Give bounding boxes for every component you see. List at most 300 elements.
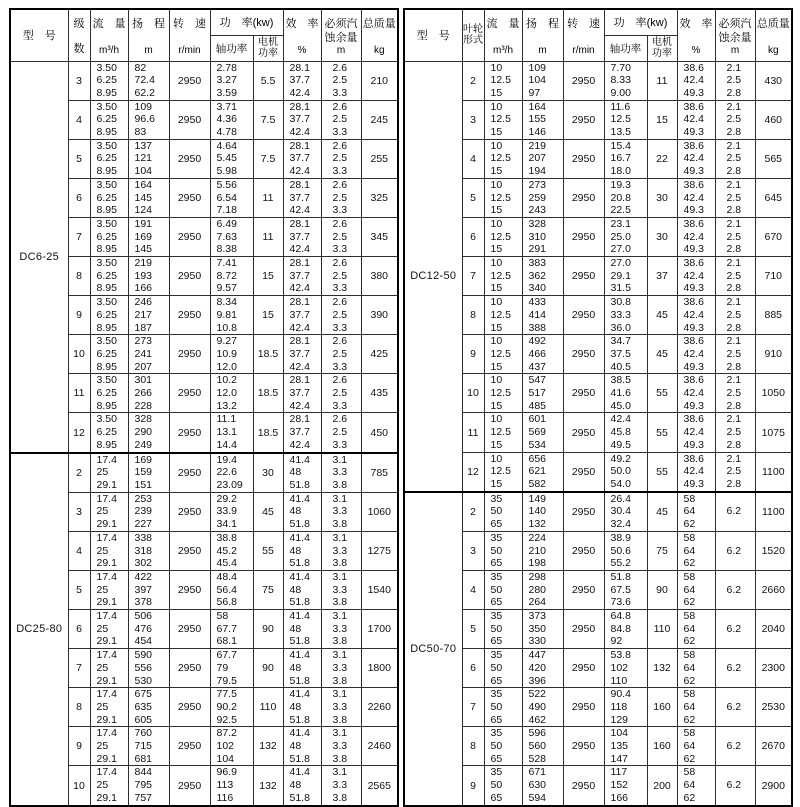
efficiency-cell: 41.4 48 51.8 [283,688,321,727]
shaft-power-cell: 34.7 37.5 40.5 [604,335,647,374]
npsh-cell: 3.1 3.3 3.8 [321,531,361,570]
motor-power-cell: 75 [647,531,677,570]
shaft-power-cell: 51.8 67.5 73.6 [604,570,647,609]
group-count-cell: 6 [68,178,90,217]
npsh-cell: 2.6 2.5 3.3 [321,374,361,413]
flow-cell: 10 12.5 15 [484,61,522,100]
efficiency-cell: 38.6 42.4 49.3 [677,139,715,178]
speed-cell: 2950 [563,413,604,452]
shaft-power-cell: 27.0 29.1 31.5 [604,257,647,296]
npsh-cell: 3.1 3.3 3.8 [321,649,361,688]
shaft-power-cell: 87.2 102 104 [210,727,253,766]
mass-cell: 2040 [755,610,792,649]
mass-cell: 2565 [361,766,398,806]
header-speed-label: 转 速 [173,17,206,30]
shaft-power-cell: 38.8 45.2 45.4 [210,531,253,570]
flow-cell: 3.50 6.25 8.95 [90,139,128,178]
head-cell: 109 104 97 [522,61,563,100]
flow-cell: 3.50 6.25 8.95 [90,374,128,413]
mass-cell: 1060 [361,492,398,531]
head-cell: 246 217 187 [128,296,169,335]
mass-cell: 1100 [755,492,792,532]
shaft-power-cell: 29.2 33.9 34.1 [210,492,253,531]
motor-power-cell: 45 [647,335,677,374]
mass-cell: 885 [755,296,792,335]
head-cell: 671 630 594 [522,766,563,806]
efficiency-cell: 28.1 37.7 42.4 [283,139,321,178]
header-motor-power: 电机 功率 [253,35,283,61]
speed-cell: 2950 [563,257,604,296]
header-head [522,9,563,61]
header-efficiency [677,9,715,61]
mass-cell: 245 [361,100,398,139]
shaft-power-cell: 19.4 22.6 23.09 [210,453,253,493]
mass-cell: 2900 [755,766,792,806]
speed-cell: 2950 [169,178,210,217]
left-table-body [10,61,398,806]
shaft-power-cell: 7.70 8.33 9.00 [604,61,647,100]
npsh-cell: 2.1 2.5 2.8 [715,374,755,413]
head-cell: 601 569 534 [522,413,563,452]
head-cell: 760 715 681 [128,727,169,766]
efficiency-cell: 38.6 42.4 49.3 [677,296,715,335]
flow-cell: 10 12.5 15 [484,335,522,374]
mass-cell: 255 [361,139,398,178]
npsh-cell: 2.1 2.5 2.8 [715,335,755,374]
flow-cell: 35 50 65 [484,688,522,727]
group-count-cell: 9 [462,335,484,374]
flow-cell: 35 50 65 [484,766,522,806]
motor-power-cell: 11 [647,61,677,100]
group-count-cell: 3 [68,492,90,531]
flow-cell: 3.50 6.25 8.95 [90,217,128,256]
mass-cell: 1540 [361,570,398,609]
header-npsh-line1: 必须汽 [718,17,752,30]
npsh-cell: 2.1 2.5 2.8 [715,139,755,178]
model-label: DC6-25 [10,61,68,453]
motor-power-cell: 90 [253,649,283,688]
mass-cell: 2670 [755,727,792,766]
flow-cell: 17.4 25 29.1 [90,492,128,531]
header-npsh-line1: 必须汽 [324,17,358,30]
group-count-cell: 2 [68,453,90,493]
efficiency-cell: 28.1 37.7 42.4 [283,374,321,413]
efficiency-cell: 58 64 62 [677,570,715,609]
head-cell: 298 280 264 [522,570,563,609]
mass-cell: 345 [361,217,398,256]
mass-cell: 460 [755,100,792,139]
model-label: DC25-80 [10,453,68,806]
header-stages [68,9,90,61]
npsh-cell: 6.2 [715,610,755,649]
head-cell: 273 241 207 [128,335,169,374]
flow-cell: 35 50 65 [484,727,522,766]
npsh-cell: 2.1 2.5 2.8 [715,257,755,296]
flow-cell: 17.4 25 29.1 [90,766,128,806]
flow-cell: 17.4 25 29.1 [90,531,128,570]
head-cell: 273 259 243 [522,178,563,217]
efficiency-cell: 58 64 62 [677,531,715,570]
group-count-cell: 7 [68,649,90,688]
group-count-cell: 5 [462,610,484,649]
group-count-cell: 8 [462,296,484,335]
header-model: 型 号 [404,9,462,61]
header-power: 功 率(kw) [604,9,677,35]
motor-power-cell: 7.5 [253,100,283,139]
header-efficiency-label: 效 率 [679,17,713,30]
flow-cell: 10 12.5 15 [484,413,522,452]
mass-cell: 2460 [361,727,398,766]
speed-cell: 2950 [169,296,210,335]
header-mass [361,9,398,61]
head-cell: 383 362 340 [522,257,563,296]
speed-cell: 2950 [563,61,604,100]
group-count-cell: 4 [462,570,484,609]
flow-cell: 17.4 25 29.1 [90,688,128,727]
shaft-power-cell: 2.78 3.27 3.59 [210,61,253,100]
mass-cell: 390 [361,296,398,335]
shaft-power-cell: 26.4 30.4 32.4 [604,492,647,532]
mass-cell: 2530 [755,688,792,727]
mass-cell: 710 [755,257,792,296]
header-speed-unit: r/min [178,44,201,56]
header-speed [563,9,604,61]
head-cell: 169 159 151 [128,453,169,493]
group-count-cell: 4 [462,139,484,178]
shaft-power-cell: 48.4 56.4 56.8 [210,570,253,609]
efficiency-cell: 38.6 42.4 49.3 [677,335,715,374]
motor-power-cell: 15 [647,100,677,139]
right-table-body [404,61,792,806]
head-cell: 328 310 291 [522,217,563,256]
mass-cell: 785 [361,453,398,493]
efficiency-cell: 28.1 37.7 42.4 [283,61,321,100]
motor-power-cell: 30 [647,217,677,256]
efficiency-cell: 58 64 62 [677,688,715,727]
mass-cell: 2260 [361,688,398,727]
mass-cell: 565 [755,139,792,178]
efficiency-cell: 41.4 48 51.8 [283,649,321,688]
group-count-cell: 9 [68,296,90,335]
speed-cell: 2950 [169,257,210,296]
flow-cell: 3.50 6.25 8.95 [90,335,128,374]
motor-power-cell: 45 [253,492,283,531]
efficiency-cell: 58 64 62 [677,492,715,532]
group-count-cell: 3 [462,531,484,570]
flow-cell: 35 50 65 [484,531,522,570]
head-cell: 109 96.6 83 [128,100,169,139]
shaft-power-cell: 10.2 12.0 13.2 [210,374,253,413]
mass-cell: 2660 [755,570,792,609]
flow-cell: 17.4 25 29.1 [90,610,128,649]
speed-cell: 2950 [563,335,604,374]
efficiency-cell: 41.4 48 51.8 [283,727,321,766]
header-impeller-type: 叶轮形式 [462,9,484,61]
header-efficiency [283,9,321,61]
speed-cell: 2950 [169,217,210,256]
shaft-power-cell: 4.64 5.45 5.98 [210,139,253,178]
motor-power-cell: 11 [253,217,283,256]
npsh-cell: 2.1 2.5 2.8 [715,217,755,256]
efficiency-cell: 41.4 48 51.8 [283,610,321,649]
shaft-power-cell: 64.8 84.8 92 [604,610,647,649]
shaft-power-cell: 42.4 45.8 49.5 [604,413,647,452]
shaft-power-cell: 67.7 79 79.5 [210,649,253,688]
header-npsh [715,9,755,61]
shaft-power-cell: 38.5 41.6 45.0 [604,374,647,413]
group-count-cell: 12 [462,452,484,492]
npsh-cell: 2.6 2.5 3.3 [321,100,361,139]
shaft-power-cell: 30.8 33.3 36.0 [604,296,647,335]
flow-cell: 3.50 6.25 8.95 [90,178,128,217]
motor-power-cell: 18.5 [253,374,283,413]
efficiency-cell: 28.1 37.7 42.4 [283,257,321,296]
npsh-cell: 3.1 3.3 3.8 [321,766,361,806]
header-shaft-power: 轴功率 [210,35,253,61]
speed-cell: 2950 [563,296,604,335]
shaft-power-cell: 15.4 16.7 18.0 [604,139,647,178]
group-count-cell: 9 [462,766,484,806]
flow-cell: 3.50 6.25 8.95 [90,296,128,335]
npsh-cell: 6.2 [715,531,755,570]
mass-cell: 1520 [755,531,792,570]
head-cell: 164 155 146 [522,100,563,139]
shaft-power-cell: 11.1 13.1 14.4 [210,413,253,453]
efficiency-cell: 41.4 48 51.8 [283,766,321,806]
speed-cell: 2950 [563,178,604,217]
group-count-cell: 5 [68,139,90,178]
head-cell: 506 476 454 [128,610,169,649]
mass-cell: 380 [361,257,398,296]
group-count-cell: 11 [68,374,90,413]
header-mass [755,9,792,61]
efficiency-cell: 38.6 42.4 49.3 [677,100,715,139]
group-count-cell: 10 [462,374,484,413]
flow-cell: 10 12.5 15 [484,178,522,217]
group-count-cell: 2 [462,492,484,532]
efficiency-cell: 28.1 37.7 42.4 [283,178,321,217]
mass-cell: 2300 [755,649,792,688]
speed-cell: 2950 [169,453,210,493]
header-flow [484,9,522,61]
head-cell: 149 140 132 [522,492,563,532]
efficiency-cell: 41.4 48 51.8 [283,492,321,531]
speed-cell: 2950 [169,649,210,688]
group-count-cell: 7 [462,688,484,727]
npsh-cell: 2.6 2.5 3.3 [321,257,361,296]
shaft-power-cell: 6.49 7.63 8.38 [210,217,253,256]
motor-power-cell: 11 [253,178,283,217]
header-stages-top: 级 [73,17,85,30]
header-npsh-line2: 蚀余量 [324,31,358,44]
flow-cell: 10 12.5 15 [484,374,522,413]
header-power: 功 率(kw) [210,9,283,35]
group-count-cell: 11 [462,413,484,452]
shaft-power-cell: 58 67.7 68.1 [210,610,253,649]
speed-cell: 2950 [169,413,210,453]
speed-cell: 2950 [169,335,210,374]
motor-power-cell: 200 [647,766,677,806]
head-cell: 338 318 302 [128,531,169,570]
flow-cell: 35 50 65 [484,649,522,688]
motor-power-cell: 55 [647,413,677,452]
header-flow-label: 流 量 [486,17,520,30]
npsh-cell: 2.6 2.5 3.3 [321,413,361,453]
efficiency-cell: 41.4 48 51.8 [283,570,321,609]
mass-cell: 450 [361,413,398,453]
speed-cell: 2950 [563,766,604,806]
group-count-cell: 6 [462,649,484,688]
efficiency-cell: 38.6 42.4 49.3 [677,452,715,492]
mass-cell: 430 [755,61,792,100]
speed-cell: 2950 [563,610,604,649]
group-count-cell: 10 [68,766,90,806]
mass-cell: 645 [755,178,792,217]
group-count-cell: 10 [68,335,90,374]
mass-cell: 210 [361,61,398,100]
efficiency-cell: 41.4 48 51.8 [283,531,321,570]
motor-power-cell: 90 [253,610,283,649]
flow-cell: 10 12.5 15 [484,100,522,139]
shaft-power-cell: 19.3 20.8 22.5 [604,178,647,217]
head-cell: 433 414 388 [522,296,563,335]
flow-cell: 35 50 65 [484,570,522,609]
group-count-cell: 6 [462,217,484,256]
head-cell: 219 207 194 [522,139,563,178]
efficiency-cell: 38.6 42.4 49.3 [677,61,715,100]
head-cell: 522 490 462 [522,688,563,727]
speed-cell: 2950 [563,688,604,727]
efficiency-cell: 28.1 37.7 42.4 [283,296,321,335]
head-cell: 373 350 330 [522,610,563,649]
efficiency-cell: 58 64 62 [677,649,715,688]
efficiency-cell: 58 64 62 [677,727,715,766]
efficiency-cell: 38.6 42.4 49.3 [677,413,715,452]
header-npsh-unit: m [336,44,346,56]
motor-power-cell: 7.5 [253,139,283,178]
npsh-cell: 2.6 2.5 3.3 [321,139,361,178]
motor-power-cell: 160 [647,727,677,766]
efficiency-cell: 28.1 37.7 42.4 [283,413,321,453]
head-cell: 675 635 605 [128,688,169,727]
header-motor-power: 电机 功率 [647,35,677,61]
header-head-label: 扬 程 [526,17,559,30]
group-count-cell: 5 [462,178,484,217]
head-cell: 590 556 530 [128,649,169,688]
speed-cell: 2950 [563,374,604,413]
head-cell: 447 420 396 [522,649,563,688]
group-count-cell: 12 [68,413,90,453]
motor-power-cell: 132 [253,727,283,766]
speed-cell: 2950 [563,649,604,688]
speed-cell: 2950 [169,688,210,727]
npsh-cell: 2.6 2.5 3.3 [321,296,361,335]
speed-cell: 2950 [563,570,604,609]
motor-power-cell: 90 [647,570,677,609]
mass-cell: 1700 [361,610,398,649]
shaft-power-cell: 77.5 90.2 92.5 [210,688,253,727]
header-shaft-power: 轴功率 [604,35,647,61]
group-count-cell: 5 [68,570,90,609]
mass-cell: 435 [361,374,398,413]
header-flow-unit: m³/h [99,44,119,56]
header-efficiency-unit: % [297,44,307,56]
group-count-cell: 4 [68,531,90,570]
npsh-cell: 2.1 2.5 2.8 [715,296,755,335]
npsh-cell: 2.6 2.5 3.3 [321,335,361,374]
group-count-cell: 8 [68,257,90,296]
flow-cell: 3.50 6.25 8.95 [90,257,128,296]
speed-cell: 2950 [169,766,210,806]
efficiency-cell: 38.6 42.4 49.3 [677,257,715,296]
flow-cell: 35 50 65 [484,610,522,649]
header-flow [90,9,128,61]
efficiency-cell: 41.4 48 51.8 [283,453,321,493]
npsh-cell: 3.1 3.3 3.8 [321,688,361,727]
header-model: 型 号 [10,9,68,61]
efficiency-cell: 38.6 42.4 49.3 [677,217,715,256]
motor-power-cell: 30 [647,178,677,217]
mass-cell: 910 [755,335,792,374]
shaft-power-cell: 23.1 25.0 27.0 [604,217,647,256]
header-mass-label: 总质量 [362,17,396,30]
npsh-cell: 2.6 2.5 3.3 [321,178,361,217]
flow-cell: 3.50 6.25 8.95 [90,100,128,139]
flow-cell: 35 50 65 [484,492,522,532]
npsh-cell: 2.1 2.5 2.8 [715,178,755,217]
mass-cell: 1100 [755,452,792,492]
motor-power-cell: 37 [647,257,677,296]
head-cell: 224 210 198 [522,531,563,570]
mass-cell: 670 [755,217,792,256]
header-flow-label: 流 量 [92,17,126,30]
npsh-cell: 6.2 [715,727,755,766]
npsh-cell: 3.1 3.3 3.8 [321,727,361,766]
shaft-power-cell: 104 135 147 [604,727,647,766]
flow-cell: 10 12.5 15 [484,257,522,296]
header-mass-label: 总质量 [756,17,790,30]
shaft-power-cell: 7.41 8.72 9.57 [210,257,253,296]
npsh-cell: 6.2 [715,570,755,609]
head-cell: 82 72.4 62.2 [128,61,169,100]
flow-cell: 10 12.5 15 [484,452,522,492]
shaft-power-cell: 38.9 50.6 55.2 [604,531,647,570]
motor-power-cell: 5.5 [253,61,283,100]
npsh-cell: 3.1 3.3 3.8 [321,570,361,609]
flow-cell: 10 12.5 15 [484,296,522,335]
motor-power-cell: 75 [253,570,283,609]
model-label: DC50-70 [404,492,462,806]
mass-cell: 425 [361,335,398,374]
npsh-cell: 2.1 2.5 2.8 [715,452,755,492]
speed-cell: 2950 [563,452,604,492]
speed-cell: 2950 [169,61,210,100]
motor-power-cell: 15 [253,296,283,335]
head-cell: 656 621 582 [522,452,563,492]
group-count-cell: 4 [68,100,90,139]
npsh-cell: 3.1 3.3 3.8 [321,610,361,649]
header-head-unit: m [538,44,547,56]
group-count-cell: 2 [462,61,484,100]
npsh-cell: 6.2 [715,766,755,806]
head-cell: 844 795 757 [128,766,169,806]
header-efficiency-label: 效 率 [285,17,319,30]
head-cell: 253 239 227 [128,492,169,531]
mass-cell: 1050 [755,374,792,413]
shaft-power-cell: 11.6 12.5 13.5 [604,100,647,139]
group-count-cell: 7 [462,257,484,296]
header-speed-unit: r/min [572,44,595,56]
